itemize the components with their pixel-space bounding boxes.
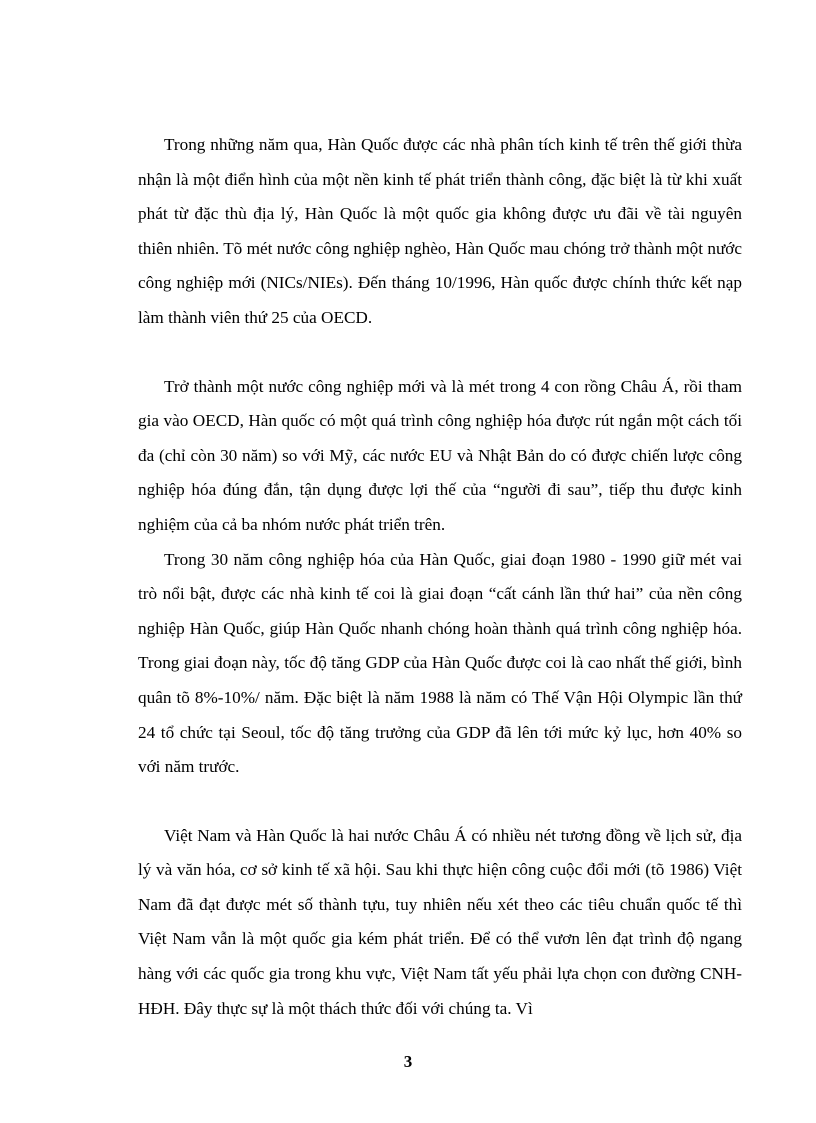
document-body bbox=[138, 128, 742, 1026]
paragraph-korea-overview: Trong những năm qua, Hàn Quốc được các nhà phân tích kinh tế trên thế giới thừa nhận là một điển hình của một nền kinh tế phát triển thành công, đặc biệt là từ khi xuất phát từ đặc thù địa lý, Hàn Quốc là một quốc gia không được ưu đãi về tài nguyên thiên nhiên. Tõ mét nước công nghiệp nghèo, Hàn Quốc mau chóng trở thành một nước công nghiệp mới (NICs/NIEs). Đến tháng 10/1996, Hàn quốc được chính thức kết nạp làm thành viên thứ 25 của OECD. bbox=[138, 135, 742, 327]
page-number: 3 bbox=[403, 1052, 413, 1071]
paragraph-korea-growth-period: Trong 30 năm công nghiệp hóa của Hàn Quốc, giai đoạn 1980 - 1990 giữ mét vai trò nổi bật, được các nhà kinh tế coi là giai đoạn “cất cánh lần thứ hai” của nền công nghiệp Hàn Quốc, giúp Hàn Quốc nhanh chóng hoàn thành quá trình công nghiệp hóa. Trong giai đoạn này, tốc độ tăng GDP của Hàn Quốc được coi là cao nhất thế giới, bình quân tõ 8%-10%/ năm. Đặc biệt là năm 1988 là năm có Thế Vận Hội Olympic lần thứ 24 tổ chức tại Seoul, tốc độ tăng trưởng của GDP đã lên tới mức kỷ lục, hơn 40% so với năm trước. bbox=[138, 549, 742, 777]
paragraph-korea-industrialization: Trở thành một nước công nghiệp mới và là mét trong 4 con rồng Châu Á, rồi tham gia vào OECD, Hàn quốc có một quá trình công nghiệp hóa được rút ngắn một cách tối đa (chỉ còn 30 năm) so với Mỹ, các nước EU và Nhật Bản do có được chiến lược công nghiệp hóa đúng đắn, tận dụng được lợi thế của “người đi sau”, tiếp thu được kinh nghiệm của cả ba nhóm nước phát triển trên. bbox=[138, 376, 742, 534]
paragraph-vietnam-comparison: Việt Nam và Hàn Quốc là hai nước Châu Á có nhiều nét tương đồng về lịch sử, địa lý và văn hóa, cơ sở kinh tế xã hội. Sau khi thực hiện công cuộc đổi mới (tõ 1986) Việt Nam đã đạt được mét số thành tựu, tuy nhiên nếu xét theo các tiêu chuẩn quốc tế thì Việt Nam vẫn là một quốc gia kém phát triển. Để có thể vươn lên đạt trình độ ngang hàng với các quốc gia trong khu vực, Việt Nam tất yếu phải lựa chọn con đường CNH-HĐH. Đây thực sự là một thách thức đối với chúng ta. Vì bbox=[138, 825, 742, 1018]
